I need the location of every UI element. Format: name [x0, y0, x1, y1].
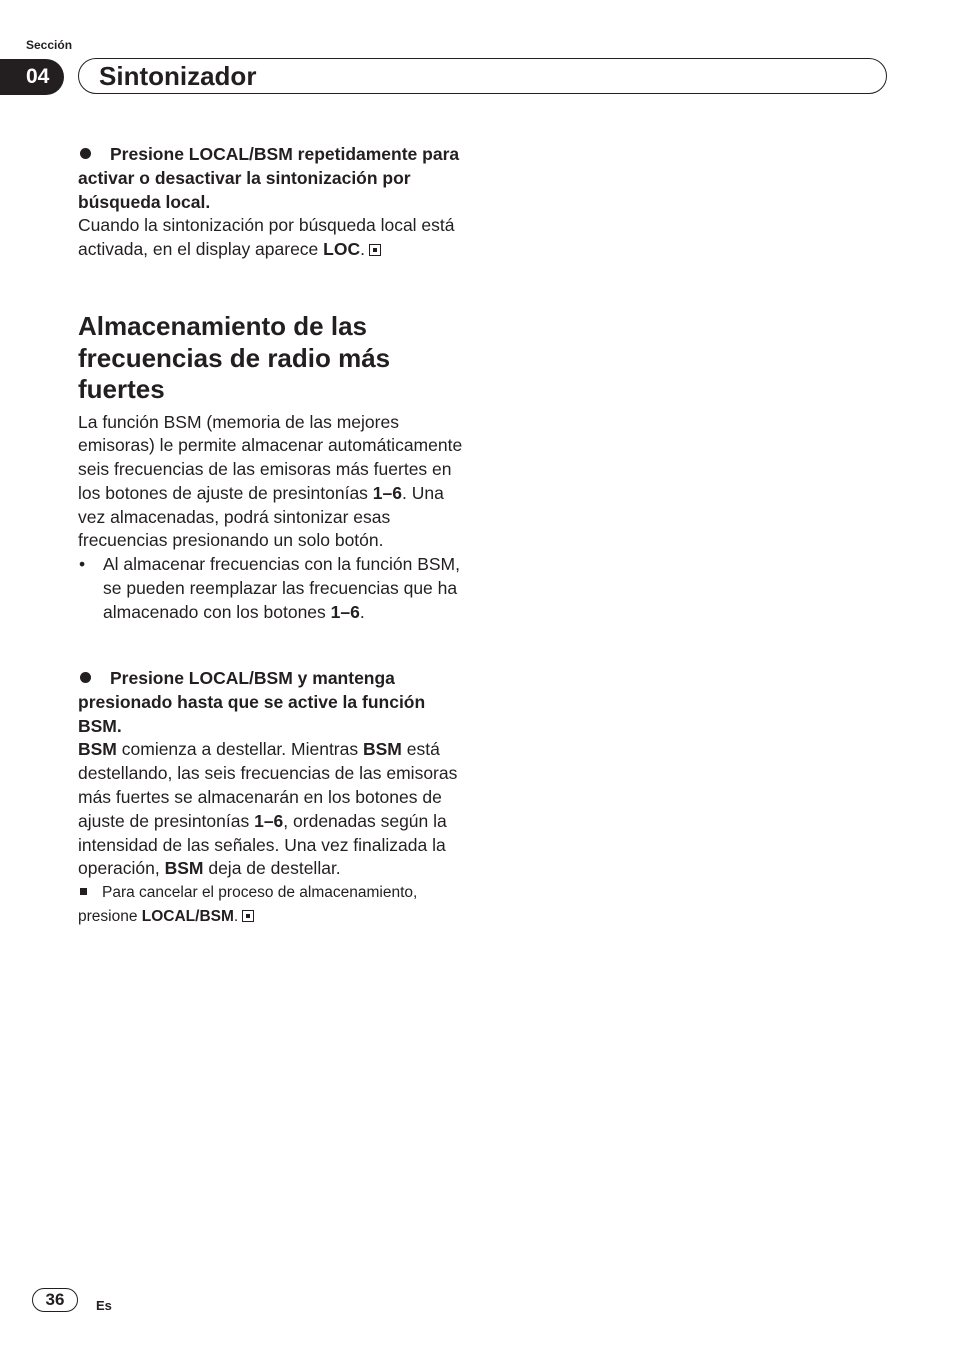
bsm-intro: La función BSM (memoria de las mejores emisoras) le permite almacenar automáticamente seis frecuencias de las emisoras más fuertes en los botones de ajuste de presintonías 1–6. Una vez almacenadas, podrá sintonizar esas frecuencias presionando un solo botón. — [78, 411, 463, 551]
page-number: 36 — [32, 1288, 78, 1312]
section-heading: Almacenamiento de las frecuencias de radio más fuertes — [78, 311, 391, 404]
section-label: Sección — [26, 38, 73, 52]
note-square-icon — [80, 888, 87, 895]
section-header-bar — [78, 58, 887, 94]
instruction-bsm: Presione LOCAL/BSM y mantenga presionado hasta que se active la función BSM. — [78, 668, 426, 736]
bullet-icon: • — [79, 554, 86, 575]
local-seek-description: Cuando la sintonización por búsqueda local está activada, en el display aparece LOC. — [78, 215, 455, 260]
instruction-bullet-icon — [80, 672, 91, 683]
bsm-section — [78, 311, 468, 625]
language-code: Es — [96, 1298, 112, 1313]
cancel-note: Para cancelar el proceso de almacenamiento, presione LOCAL/BSM. — [78, 884, 418, 925]
instruction-local-seek: Presione LOCAL/BSM repetidamente para activar o desactivar la sintonización por búsqueda local. — [78, 144, 460, 212]
bsm-bullet-item: • Al almacenar frecuencias con la función BSM, se pueden reemplazar las frecuencias que ha almacenado con los botones 1–6. — [79, 554, 460, 622]
end-of-section-icon — [369, 244, 381, 256]
end-of-section-icon — [242, 910, 254, 922]
section-number-tab: 04 — [0, 59, 64, 95]
section-title: Sintonizador — [99, 61, 257, 91]
bsm-description: BSM comienza a destellar. Mientras BSM está destellando, las seis frecuencias de las emisoras más fuertes se almacenarán en los botones de ajuste de presintonías 1–6, ordenadas según la intensidad de las señales. Una vez finalizada la operación, BSM deja de destellar. — [78, 739, 458, 879]
bsm-activate-block — [78, 667, 468, 929]
instruction-bullet-icon — [80, 148, 91, 159]
local-seek-block — [78, 143, 468, 262]
